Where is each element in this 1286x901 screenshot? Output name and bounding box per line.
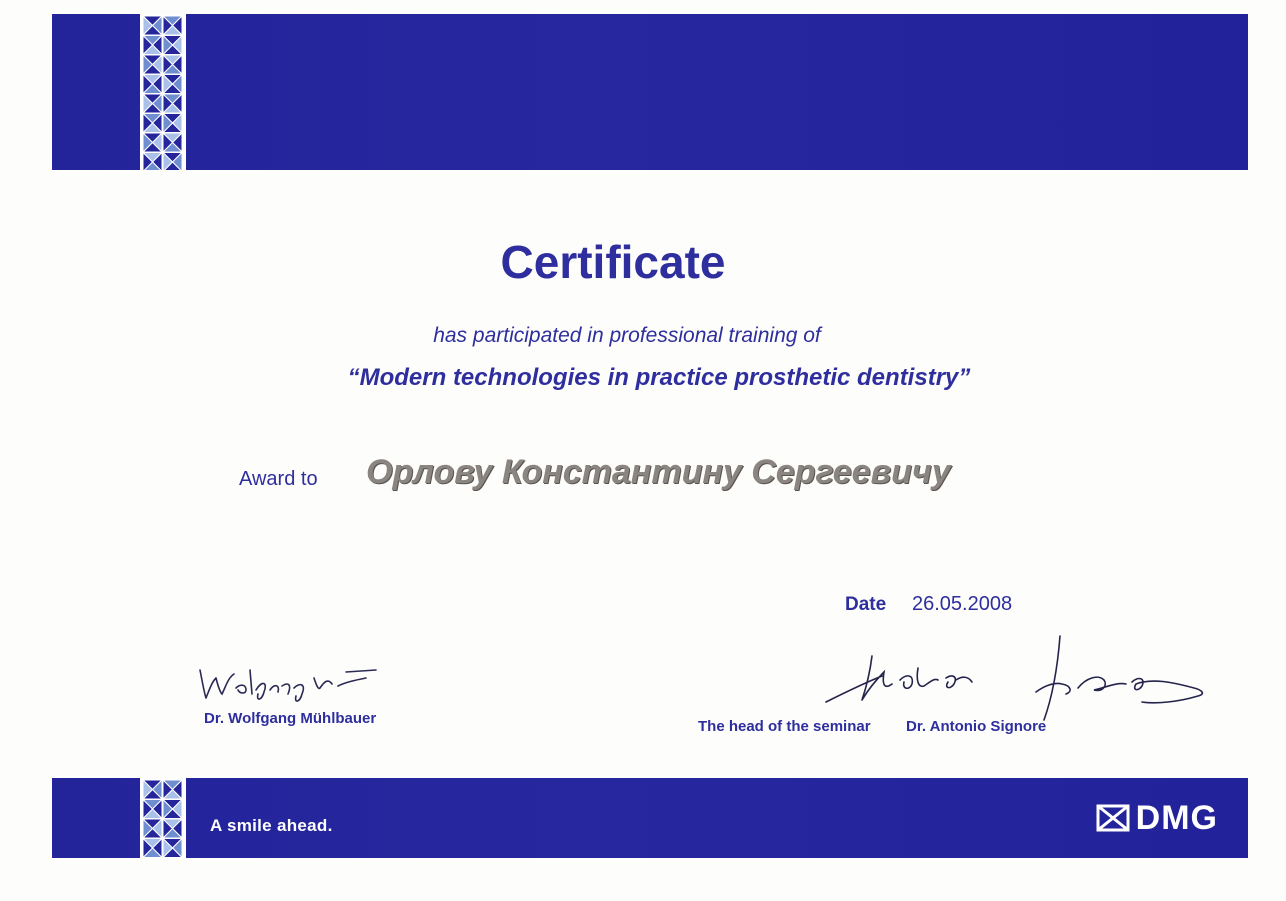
signature-right [822, 632, 1212, 727]
footer-band [52, 778, 1248, 858]
certificate-title: Certificate [500, 236, 726, 288]
triangle-pattern-icon [140, 778, 186, 858]
logo-text: DMG [1135, 798, 1218, 837]
slogan: A smile ahead. [210, 816, 333, 835]
signer-left-name: Dr. Wolfgang Mühlbauer [204, 710, 377, 727]
award-label: Award to [239, 468, 318, 490]
date-label: Date [845, 594, 887, 615]
seminar-role: The head of the seminar [698, 718, 871, 735]
dmg-logo-icon [1096, 804, 1130, 832]
dmg-logo [1096, 798, 1218, 838]
participation-text: has participated in professional training of [433, 324, 821, 347]
recipient-name: Орлову Константину Сергеевичу [366, 453, 951, 491]
course-title: “Modern technologies in practice prosthetic dentistry” [347, 364, 971, 391]
signer-right-name: Dr. Antonio Signore [906, 718, 1047, 735]
triangle-pattern-icon [140, 14, 186, 170]
date-value: 26.05.2008 [912, 593, 1013, 615]
signature-left [196, 664, 386, 709]
header-band [52, 14, 1248, 170]
